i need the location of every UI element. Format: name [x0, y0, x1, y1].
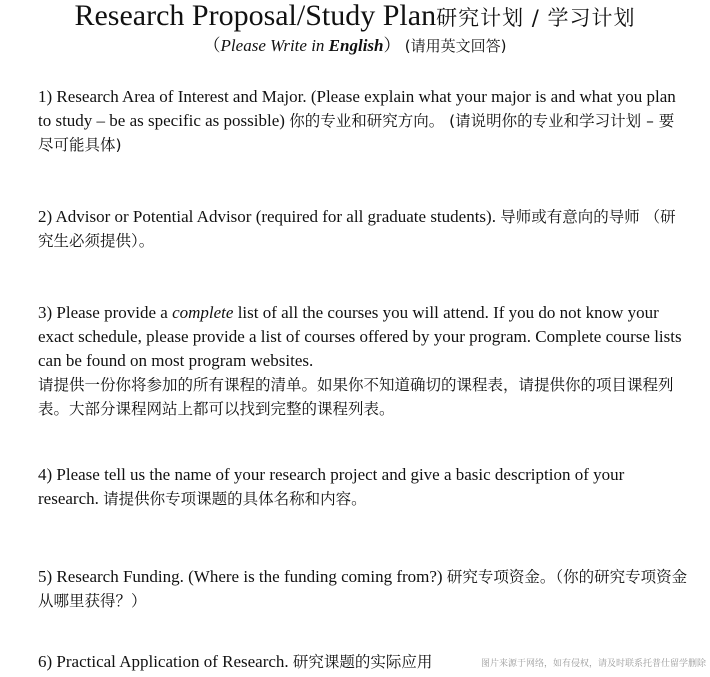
question-1-chinese: 你的专业和研究方向。 (请说明你的专业和学习计划 – 要尽可能具体)	[38, 112, 675, 154]
title-chinese: 研究计划 / 学习计划	[436, 6, 636, 30]
question-3	[38, 301, 688, 421]
question-3-emphasis: complete	[172, 303, 234, 322]
question-3-english-post: list of all the courses you will attend. If you do not know your exact schedule, please provide a list of courses offered by your program. Complete course lists can be found on most program websites.	[38, 303, 682, 370]
question-4-chinese: 请提供你专项课题的具体名称和内容。	[103, 490, 367, 508]
question-2-chinese: 导师或有意向的导师 （研究生必须提供）。	[38, 208, 676, 250]
page-subtitle	[0, 34, 710, 58]
subtitle-bold: English	[328, 36, 384, 55]
question-2	[38, 205, 688, 253]
question-5-chinese: 研究专项资金。（你的研究专项资金从哪里获得？）	[38, 568, 688, 610]
watermark-text: 图片来源于网络，如有侵权，请及时联系托普仕留学删除	[480, 659, 706, 669]
question-4-english: 4) Please tell us the name of your research project and give a basic description of your research.	[38, 465, 625, 508]
question-3-chinese: 请提供一份你将参加的所有课程的清单。如果你不知道确切的课程表，请提供你的项目课程列表。大部分课程网站上都可以找到完整的课程列表。	[38, 376, 674, 418]
subtitle-close-paren: ）	[383, 36, 401, 55]
question-1-english: 1) Research Area of Interest and Major. (Please explain what your major is and what you plan to study – be as specific as possible)	[38, 87, 676, 130]
question-5	[38, 565, 688, 613]
page-title	[0, 0, 710, 38]
question-1	[38, 85, 688, 157]
question-2-english: 2) Advisor or Potential Advisor (required for all graduate students).	[38, 207, 496, 226]
subtitle-open-paren: （	[203, 36, 221, 55]
question-6-chinese: 研究课题的实际应用	[292, 653, 433, 671]
question-3-english-pre: 3) Please provide a	[38, 303, 173, 322]
question-6-english: 6) Practical Application of Research.	[38, 652, 289, 671]
subtitle-chinese: (请用英文回答)	[404, 37, 507, 55]
question-4	[38, 463, 688, 511]
title-english: Research Proposal/Study Plan	[74, 0, 437, 32]
subtitle-italic: Please Write in	[220, 36, 329, 55]
question-5-english: 5) Research Funding. (Where is the funding coming from?)	[38, 567, 443, 586]
